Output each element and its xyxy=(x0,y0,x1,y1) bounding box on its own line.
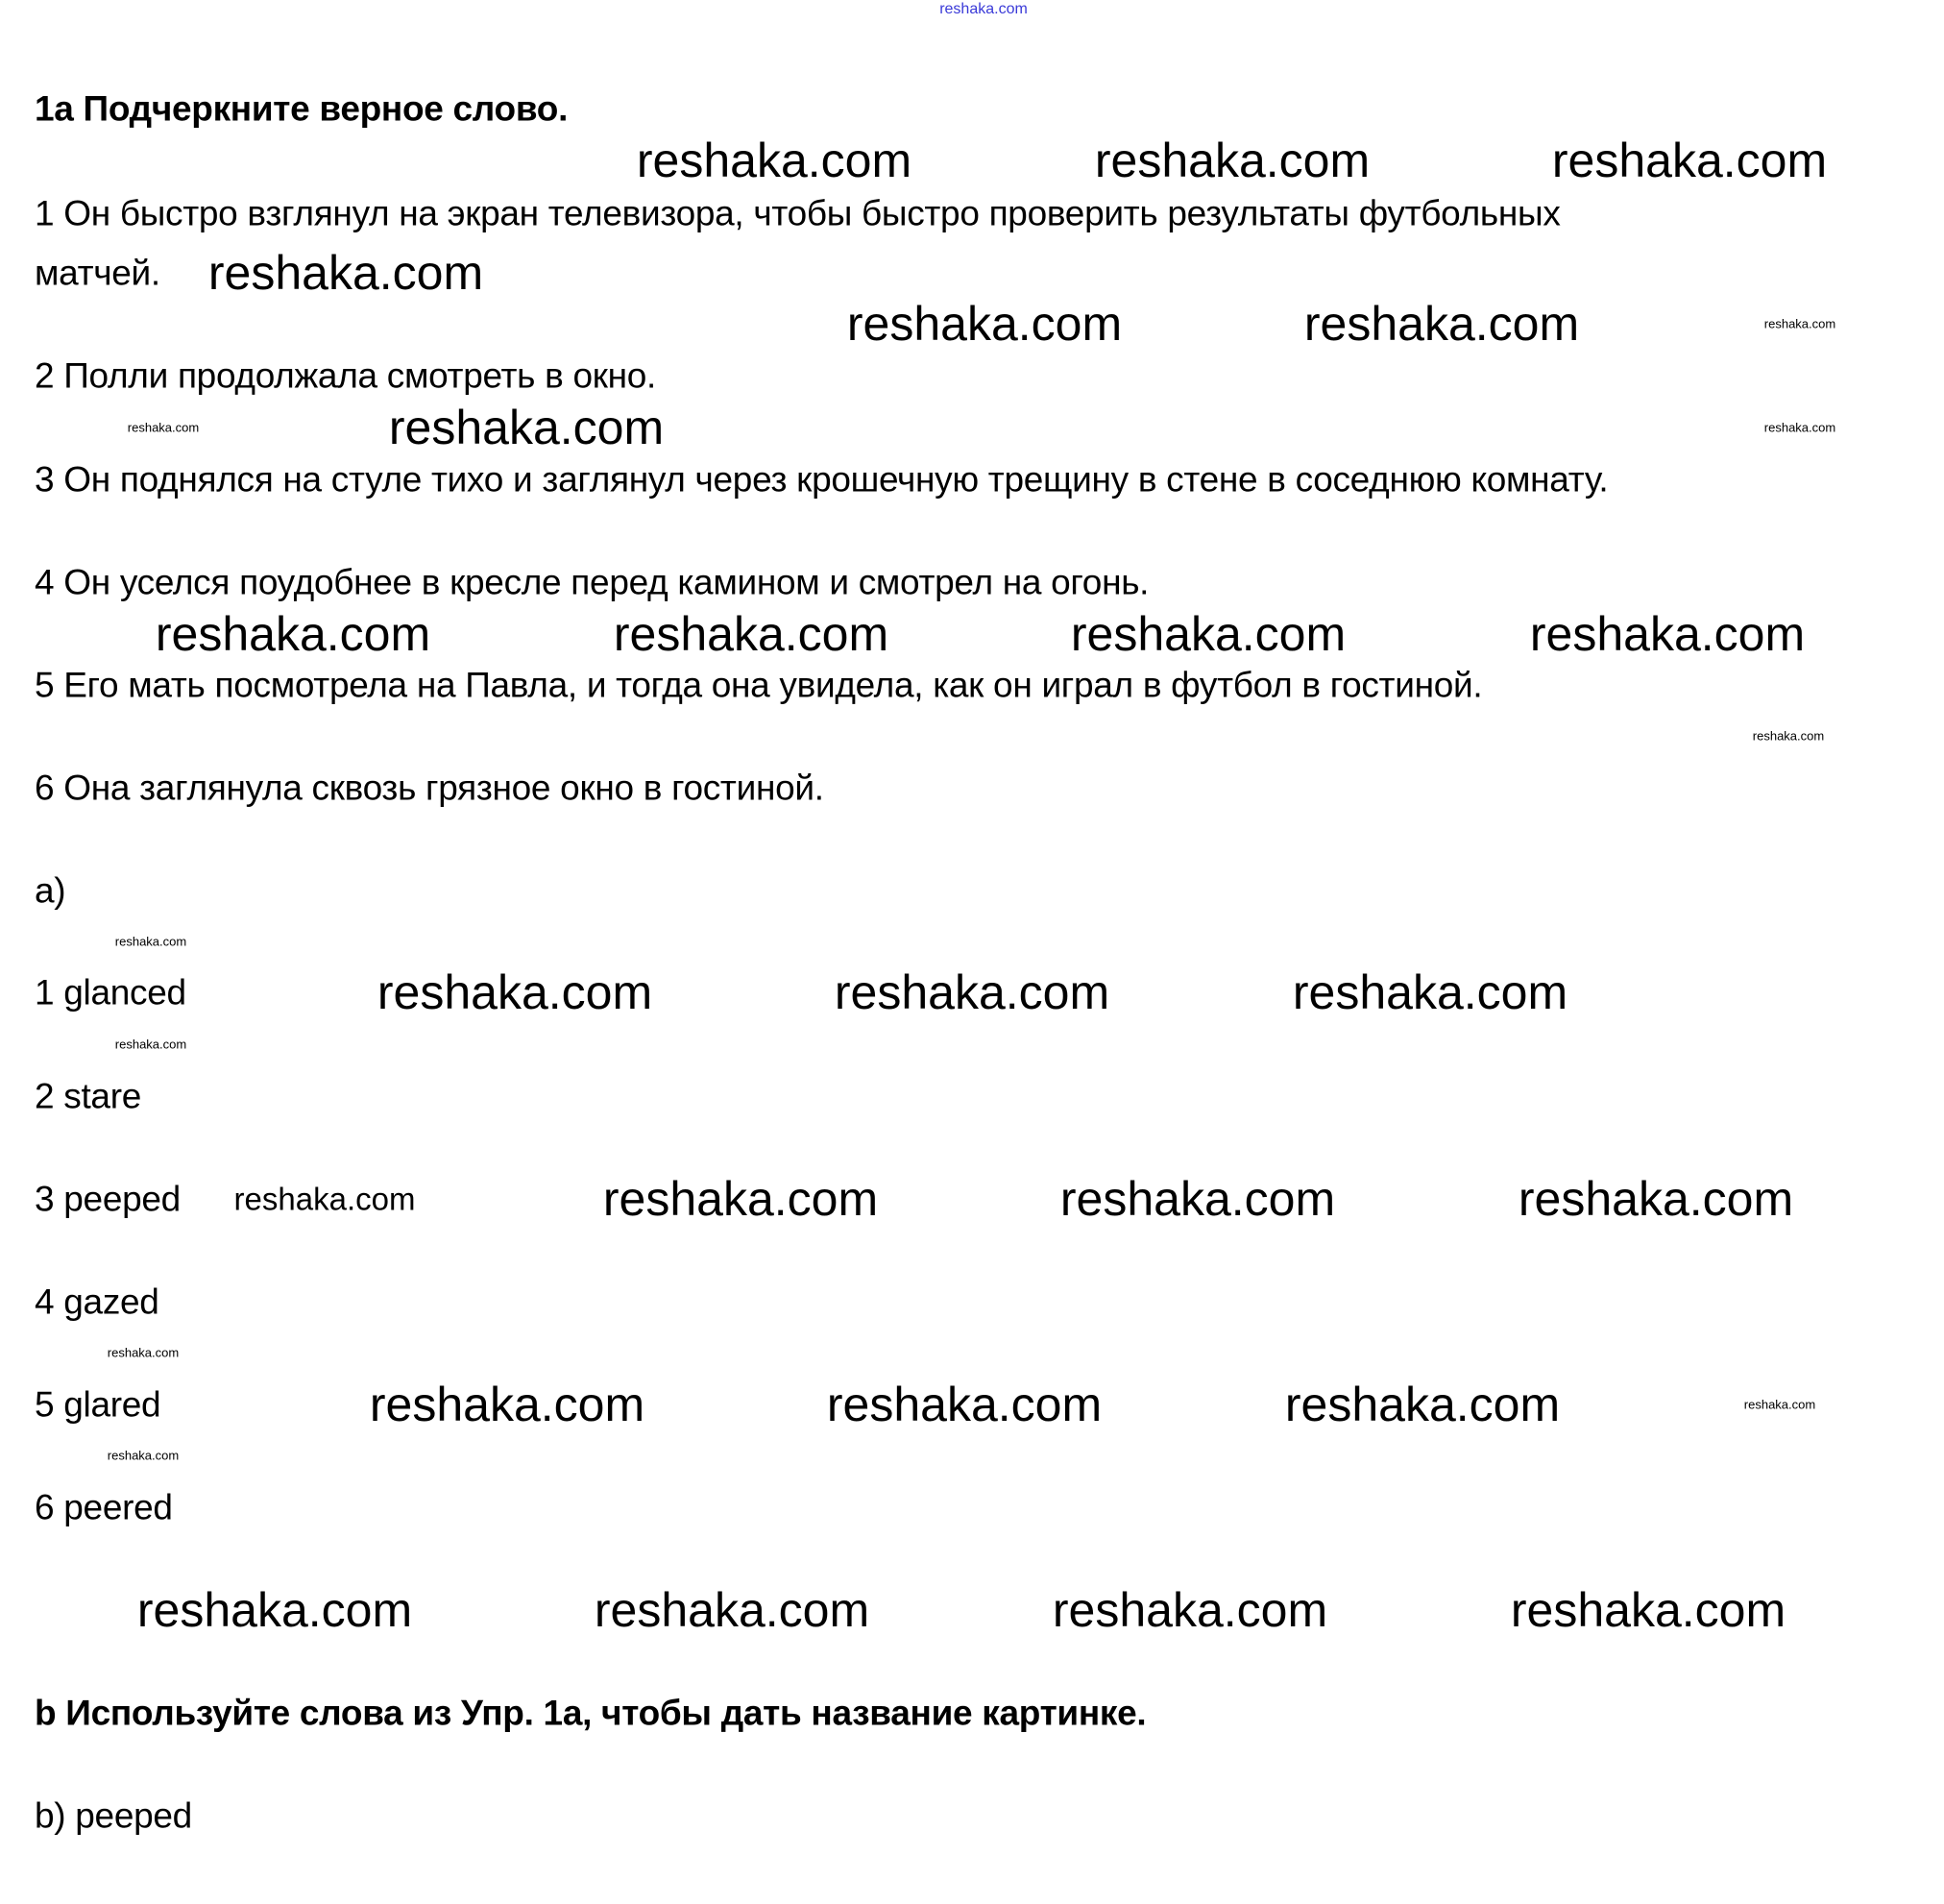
watermark-text: reshaka.com xyxy=(233,1181,416,1217)
watermark-text: reshaka.com xyxy=(1763,420,1836,435)
answer-a-label: a) xyxy=(35,870,66,911)
watermark-text: reshaka.com xyxy=(207,246,484,300)
watermark-text: reshaka.com xyxy=(1284,1378,1561,1431)
watermark-text: reshaka.com xyxy=(594,1583,870,1637)
watermark-text: reshaka.com xyxy=(114,1037,187,1052)
watermark-text: reshaka.com xyxy=(939,1,1028,17)
watermark-text: reshaka.com xyxy=(136,1583,413,1637)
exercise-1b-heading: b Используйте слова из Упр. 1а, чтобы дать название картинке. xyxy=(35,1693,1147,1733)
watermark-text: reshaka.com xyxy=(1518,1172,1794,1226)
watermark-text: reshaka.com xyxy=(636,134,912,187)
answer-a-1: 1 glanced xyxy=(35,972,186,1013)
watermark-text: reshaka.com xyxy=(826,1378,1103,1431)
watermark-text: reshaka.com xyxy=(602,1172,879,1226)
watermark-text: reshaka.com xyxy=(127,420,200,435)
watermark-text: reshaka.com xyxy=(846,297,1123,351)
watermark-text: reshaka.com xyxy=(107,1345,180,1360)
sentence-3: 3 Он поднялся на стуле тихо и заглянул через крошечную трещину в стене в соседнюю комнату. xyxy=(35,459,1609,500)
exercise-1a-heading: 1a Подчеркните верное слово. xyxy=(35,88,569,129)
answer-a-5: 5 glared xyxy=(35,1384,161,1425)
watermark-text: reshaka.com xyxy=(1052,1583,1328,1637)
sentence-6: 6 Она заглянула сквозь грязное окно в гостиной. xyxy=(35,768,824,808)
watermark-text: reshaka.com xyxy=(155,607,431,661)
watermark-text: reshaka.com xyxy=(1059,1172,1336,1226)
watermark-text: reshaka.com xyxy=(1529,607,1806,661)
watermark-text: reshaka.com xyxy=(1510,1583,1786,1637)
watermark-text: reshaka.com xyxy=(107,1448,180,1463)
answer-a-3: 3 peeped xyxy=(35,1179,181,1219)
sentence-2: 2 Полли продолжала смотреть в окно. xyxy=(35,355,657,396)
watermark-text: reshaka.com xyxy=(834,965,1110,1019)
answer-a-2: 2 stare xyxy=(35,1076,142,1116)
watermark-text: reshaka.com xyxy=(613,607,889,661)
watermark-text: reshaka.com xyxy=(1763,316,1836,331)
watermark-text: reshaka.com xyxy=(1303,297,1580,351)
answer-a-6: 6 peered xyxy=(35,1487,173,1527)
sentence-4: 4 Он уселся поудобнее в кресле перед камином и смотрел на огонь. xyxy=(35,562,1150,602)
watermark-text: reshaka.com xyxy=(1292,965,1568,1019)
watermark-text: reshaka.com xyxy=(377,965,653,1019)
sentence-1-continued: матчей. xyxy=(35,253,160,293)
sentence-1: 1 Он быстро взглянул на экран телевизора, чтобы быстро проверить результаты футбольных xyxy=(35,193,1561,233)
watermark-text: reshaka.com xyxy=(1743,1397,1816,1412)
sentence-5: 5 Его мать посмотрела на Павла, и тогда она увидела, как он играл в футбол в гостиной. xyxy=(35,665,1483,705)
watermark-text: reshaka.com xyxy=(1551,134,1828,187)
watermark-text: reshaka.com xyxy=(114,934,187,949)
watermark-text: reshaka.com xyxy=(1070,607,1347,661)
watermark-text: reshaka.com xyxy=(388,401,665,454)
watermark-text: reshaka.com xyxy=(369,1378,645,1431)
watermark-text: reshaka.com xyxy=(1752,728,1825,744)
answer-b: b) peeped xyxy=(35,1795,192,1836)
answer-a-4: 4 gazed xyxy=(35,1282,159,1322)
watermark-text: reshaka.com xyxy=(1094,134,1371,187)
